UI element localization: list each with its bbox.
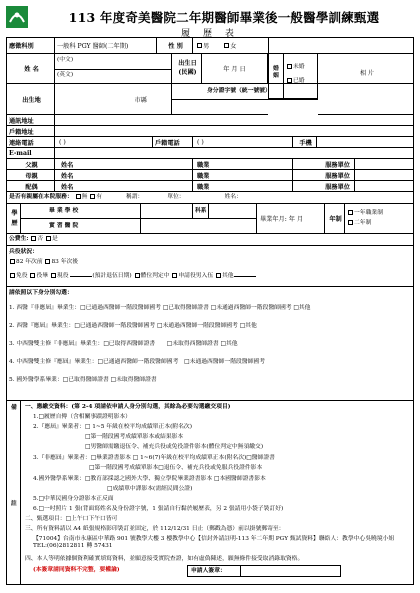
mil-83-checkbox[interactable] bbox=[45, 259, 50, 264]
family-row-father bbox=[7, 159, 413, 170]
notes-line-13: 三、所有資料請以 A4 紙張規格影印裝訂並固定，於 112/12/31 日止（郵戳為憑）前以掛號郵寄至： bbox=[25, 526, 285, 532]
identity-item-3[interactable]: 3. 中西醫雙主修『非應屆』畢業生：□已取得西醫師證書 □未取得西醫師證書 □其他 bbox=[9, 341, 238, 347]
name-label: 姓 名 bbox=[7, 54, 55, 83]
married-checkbox[interactable] bbox=[287, 78, 292, 83]
mil-82-checkbox[interactable] bbox=[10, 259, 15, 264]
spouse-name-field[interactable]: 姓名 bbox=[55, 181, 193, 191]
phone-field[interactable]: ( ) bbox=[55, 137, 153, 147]
identity-item-5[interactable]: 5. 國外醫學系畢業：□已取得醫師證書 □未取得醫師證書 bbox=[9, 377, 157, 383]
father-label: 父親 bbox=[7, 159, 55, 169]
mil-apply-checkbox[interactable] bbox=[172, 273, 177, 278]
mobile-field[interactable] bbox=[317, 137, 413, 147]
notes-line-3[interactable]: 2.『應屆』畢業者：□ 1~5 年級在校平均成績單正本(附名次) bbox=[33, 424, 192, 430]
male-checkbox[interactable] bbox=[197, 43, 202, 48]
identity-item-1[interactable]: 1. 西醫『非應屆』畢業生：□已通過西醫師一階段醫師國考 □已取得醫師證書 □未通過西醫師一階段醫師國考 □其他 bbox=[9, 305, 311, 311]
relatives-dept-label: 單位： bbox=[167, 194, 185, 200]
spouse-job-field[interactable]: 職業 bbox=[193, 181, 293, 191]
mil-other-label: 其他 bbox=[222, 273, 234, 279]
email-field[interactable] bbox=[55, 148, 413, 158]
gender-label: 性 別 bbox=[157, 38, 193, 53]
birthplace-label: 出生地 bbox=[7, 84, 55, 114]
signature-label-box bbox=[187, 565, 241, 577]
mil-82-label: 82 年次前 bbox=[16, 259, 43, 265]
notes-line-4[interactable]: □第一階段國考成績單影本或結果影本 bbox=[85, 434, 184, 440]
notes-line-8[interactable]: 4.國外醫學系畢業：□教育部採認之國外大學、獨立學院畢業證書影本 □本國醫師證書影本 bbox=[33, 476, 266, 482]
notes-section bbox=[7, 401, 413, 584]
row-military bbox=[7, 246, 413, 287]
photo-box[interactable] bbox=[318, 38, 413, 115]
res-address-field[interactable] bbox=[55, 126, 413, 136]
form-title: 113 年度奇美醫院二年期醫師畢業後一般醫學訓練甄選 bbox=[68, 10, 380, 25]
school-label: 畢 業 學 校 bbox=[49, 208, 79, 214]
form-subtitle: 履 歷 表 bbox=[181, 29, 239, 39]
intern-label: 實 習 醫 院 bbox=[49, 223, 79, 229]
id-number-field[interactable] bbox=[172, 99, 318, 115]
row-relatives bbox=[7, 192, 413, 204]
female-label: 女 bbox=[230, 43, 237, 50]
mil-pending-checkbox[interactable] bbox=[135, 273, 140, 278]
row-email bbox=[7, 148, 413, 159]
unmarried-checkbox[interactable] bbox=[287, 64, 292, 69]
notes-side-label bbox=[7, 401, 21, 584]
family-row-spouse bbox=[7, 181, 413, 192]
public-no-label: 否 bbox=[37, 236, 44, 242]
mil-exempt-checkbox[interactable] bbox=[10, 273, 15, 278]
mil-apply-label: 申請役男入伍 bbox=[178, 273, 214, 279]
intern-label-cell bbox=[21, 219, 141, 234]
opt1-checkbox[interactable] bbox=[348, 210, 353, 215]
res-address-label: 戶籍地址 bbox=[7, 126, 55, 136]
email-label: E-mail bbox=[7, 148, 55, 158]
relatives-question: 是否有親屬在本院服務： bbox=[9, 194, 73, 200]
name-fields bbox=[55, 54, 172, 83]
identity-item-2[interactable]: 2. 西醫『應屆』畢業生：□已通過西醫師一階段醫師國考 □未通過西醫師一階段醫師國考 □其他 bbox=[9, 323, 257, 329]
notes-line-9[interactable]: □成績單中譯影本(需經民間公證) bbox=[107, 486, 193, 492]
public-label: 公費生: bbox=[9, 236, 29, 242]
signature-field[interactable] bbox=[241, 565, 341, 577]
name-chinese-field[interactable]: (中文) bbox=[57, 57, 74, 63]
notes-line-10[interactable]: 5.□中華民國身分證影本正反面 bbox=[33, 496, 114, 502]
dept-field[interactable] bbox=[209, 204, 257, 219]
gender-options bbox=[193, 38, 269, 53]
birth-date-field[interactable]: 年 月 日 bbox=[202, 54, 268, 83]
home-phone-label: 戶籍電話 bbox=[153, 137, 193, 147]
opt2-checkbox[interactable] bbox=[348, 220, 353, 225]
notes-line-1: 一、應繳交資料：(第 2-4 項請依申請人身分別勾選，其餘為必要勾選繳交項目) bbox=[25, 404, 231, 410]
birth-label: 出生日 (民國) bbox=[172, 54, 202, 83]
mail-address-label: 通訊地址 bbox=[7, 115, 55, 125]
mother-unit-label: 服務單位 bbox=[293, 170, 355, 180]
row-public bbox=[7, 234, 413, 246]
apply-value[interactable]: 一般科 PGY 醫師(二年期) bbox=[55, 38, 157, 53]
relatives-yes-checkbox[interactable] bbox=[90, 194, 95, 199]
identity-heading: 請依照以下身分別勾選： bbox=[9, 290, 73, 296]
id-label: 身分證字號（統一號號） bbox=[207, 88, 271, 94]
notes-line-14: 【71004】台南市永康區中華路 901 號教學大樓 3 樓教學中心【信封外請註明-113 年二年期 PGY 甄試資料】聯絡人：教學中心吳曉境小姐 TEL:(06)2812811 轉 57431 bbox=[33, 536, 395, 550]
phone-label: 連絡電話 bbox=[7, 137, 55, 147]
male-label: 男 bbox=[203, 43, 210, 50]
mil-exempt-label: 免役 bbox=[16, 273, 28, 279]
school-field[interactable] bbox=[141, 204, 193, 219]
spouse-label: 配偶 bbox=[7, 181, 55, 191]
education-label: 學歷 bbox=[7, 204, 21, 233]
relatives-name-label: 姓名： bbox=[224, 194, 242, 200]
name-english-field[interactable]: (英文) bbox=[57, 72, 74, 78]
grad-date-field[interactable]: 畢業年月: 年 月 bbox=[257, 204, 325, 233]
notes-line-7[interactable]: □第一階段國考成績單影本□退伍令、補充兵役或免服兵役證件影本 bbox=[89, 465, 263, 471]
married-label: 已婚 bbox=[293, 78, 305, 84]
row-phone bbox=[7, 137, 413, 148]
military-label: 兵役狀況： bbox=[9, 249, 38, 255]
opt2-label: 二年制 bbox=[354, 220, 372, 226]
mil-83-label: 83 年次後 bbox=[51, 259, 79, 265]
notes-line-12[interactable]: 二、甄選項目：□上午口下午口皆可 bbox=[25, 516, 118, 522]
notes-line-6[interactable]: 3.『非應屆』畢業者：□畢業證書影本 □ 1~6(7)年級在校平均成績單正本(附名次)□醫師證書 bbox=[33, 455, 275, 461]
public-yes-label: 是 bbox=[52, 236, 58, 242]
notes-line-15: 四、本人等明依據個資利確實填寫資料，並願意接受實院查證，如有虛偽陳述，願無條件接受取消錄取資格。 bbox=[25, 556, 304, 562]
opt1-label: 一年職業制 bbox=[354, 210, 383, 216]
home-phone-field[interactable]: ( ) bbox=[193, 137, 293, 147]
row-identity bbox=[7, 287, 413, 401]
grade-label: 年制 bbox=[325, 204, 345, 233]
father-unit-field[interactable] bbox=[355, 159, 413, 169]
intern-field[interactable] bbox=[141, 219, 257, 234]
mil-active-checkbox[interactable] bbox=[51, 273, 56, 278]
public-no-checkbox[interactable] bbox=[31, 236, 36, 241]
mail-address-field[interactable] bbox=[55, 115, 413, 125]
row-education bbox=[7, 204, 413, 234]
row-res-address bbox=[7, 126, 413, 137]
unmarried-label: 未婚 bbox=[293, 64, 305, 70]
father-job-field[interactable]: 職業 bbox=[193, 159, 293, 169]
dept-label: 科系 bbox=[195, 208, 207, 214]
notes-line-2[interactable]: 1.□履歷自傳（含相關事蹟證明影本） bbox=[33, 414, 131, 420]
mil-pending-label: 體位判定中 bbox=[140, 273, 170, 279]
dept-label-cell bbox=[193, 204, 209, 219]
mobile-label: 手機 bbox=[293, 137, 317, 147]
father-unit-label: 服務單位 bbox=[293, 159, 355, 169]
spouse-unit-label: 服務單位 bbox=[293, 181, 355, 191]
mother-label: 母親 bbox=[7, 170, 55, 180]
mother-job-field[interactable]: 職業 bbox=[193, 170, 293, 180]
city-label: 市縣 bbox=[134, 96, 147, 104]
notes-side-top: 備 bbox=[11, 405, 17, 411]
relatives-yes-label: 有 bbox=[96, 194, 103, 200]
notes-line-11[interactable]: 6.□一吋照片 1 張(背面寫姓名及身份證字號，1 張請自行黏於履歷表，另 2 張請用小袋子裝訂好) bbox=[33, 506, 284, 512]
resume-table bbox=[6, 37, 414, 585]
apply-label: 應徵科別 bbox=[7, 38, 55, 53]
mil-discharge-label: (預計退伍日期) bbox=[92, 273, 132, 279]
signature-label: 申請人簽章： bbox=[191, 568, 226, 574]
hospital-logo-icon bbox=[6, 6, 28, 28]
mother-name-field[interactable]: 姓名 bbox=[55, 170, 193, 180]
family-row-mother bbox=[7, 170, 413, 181]
notes-line-5[interactable]: □男醫師需繳退伍令、補充兵役或免役證件影本(體位判定中無須繳交) bbox=[85, 444, 264, 450]
notes-side-bottom: 註 bbox=[11, 501, 17, 507]
marriage-options bbox=[284, 54, 318, 99]
relatives-none-label: 無 bbox=[81, 194, 88, 200]
relatives-relation-label: 稱謂： bbox=[125, 194, 144, 200]
spouse-unit-field[interactable] bbox=[355, 181, 413, 191]
female-checkbox[interactable] bbox=[224, 43, 229, 48]
mil-other-checkbox[interactable] bbox=[216, 273, 221, 278]
identity-item-4[interactable]: 4. 中西醫雙主修『應屆』畢業生：□已通過西醫師一階段醫師國考 □未通過西醫師一階段醫師國考 bbox=[9, 359, 266, 365]
row-mail-address bbox=[7, 115, 413, 126]
photo-label: 相 片 bbox=[360, 70, 374, 77]
school-label-cell bbox=[21, 204, 141, 219]
mil-done-checkbox[interactable] bbox=[30, 273, 35, 278]
birthplace-field[interactable] bbox=[55, 84, 172, 114]
notes-line-16: (本簽章請同資料不完整，要權論) bbox=[33, 567, 120, 573]
mil-active-label: 現役 bbox=[56, 273, 69, 279]
public-yes-checkbox[interactable] bbox=[46, 236, 51, 241]
mother-unit-field[interactable] bbox=[355, 170, 413, 180]
relatives-none-checkbox[interactable] bbox=[76, 194, 81, 199]
mil-done-label: 役畢 bbox=[36, 273, 49, 279]
grade-options bbox=[345, 204, 413, 233]
marriage-label: 婚姻 bbox=[273, 66, 279, 80]
father-name-field[interactable]: 姓名 bbox=[55, 159, 193, 169]
